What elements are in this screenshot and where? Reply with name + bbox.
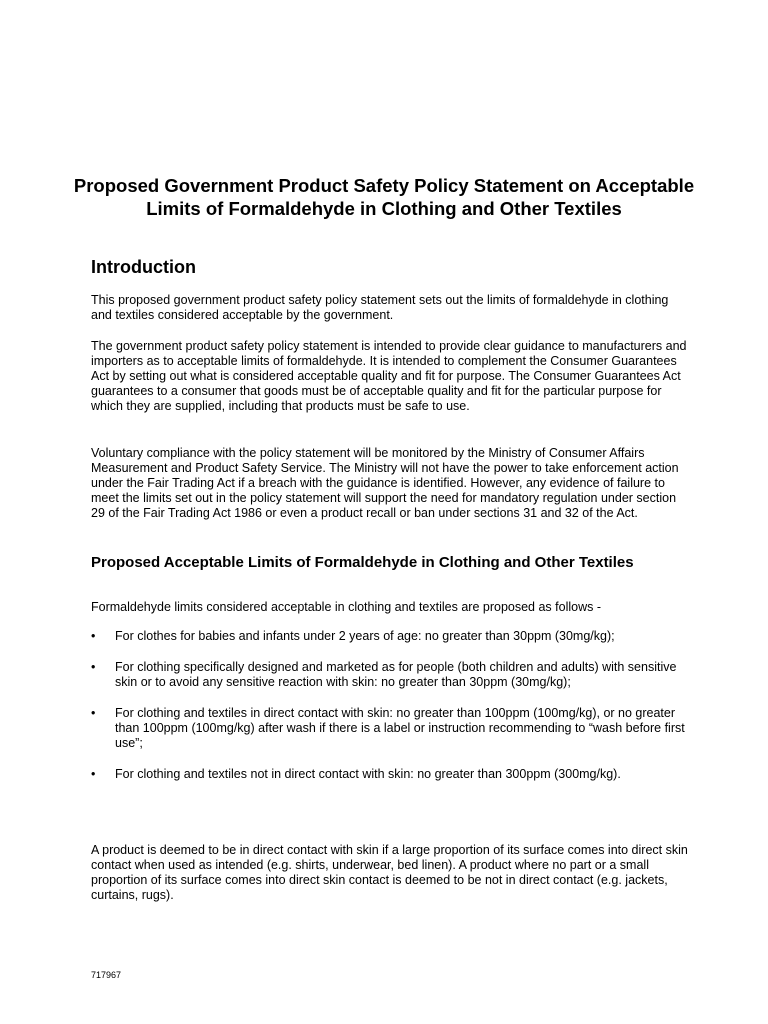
limits-intro: Formaldehyde limits considered acceptable in clothing and textiles are proposed as follows - — [91, 600, 601, 614]
bullet-marker: • — [91, 767, 96, 781]
bullet-marker: • — [91, 629, 96, 643]
list-item — [91, 706, 691, 751]
intro-paragraph-2: The government product safety policy statement is intended to provide clear guidance to manufacturers and importers as to acceptable limits of formaldehyde. It is intended to complement the Consumer Guarantees Act by setting out what is considered acceptable quality and fit for purpose. The Consumer Guarantees Act guarantees to a consumer that goods must be of acceptable quality and fit for the particular purpose for which they are supplied, including that products must be safe to use. — [91, 339, 687, 413]
footer-document-code: 717967 — [91, 970, 122, 980]
list-item — [91, 767, 691, 782]
intro-paragraph-1: This proposed government product safety policy statement sets out the limits of formaldehyde in clothing and textiles considered acceptable by the government. — [91, 293, 669, 322]
introduction-heading: Introduction — [91, 257, 196, 277]
bullet-marker: • — [91, 660, 96, 674]
list-item — [91, 629, 691, 644]
list-item-text: For clothing and textiles not in direct contact with skin: no greater than 300ppm (300mg/kg). — [115, 767, 621, 781]
list-item-text: For clothing specifically designed and marketed as for people (both children and adults) with sensitive skin or to avoid any sensitive reaction with skin: no greater than 30ppm (30mg/kg); — [115, 660, 677, 689]
document-title: Proposed Government Product Safety Policy Statement on Acceptable Limits of Formaldehyde in Clothing and Other Textiles — [73, 175, 695, 219]
limits-heading: Proposed Acceptable Limits of Formaldehyde in Clothing and Other Textiles — [91, 554, 634, 571]
list-item-text: For clothes for babies and infants under 2 years of age: no greater than 30ppm (30mg/kg); — [115, 629, 615, 643]
closing-paragraph: A product is deemed to be in direct contact with skin if a large proportion of its surface comes into direct skin contact when used as intended (e.g. shirts, underwear, bed linen). A product where no part or a small proportion of its surface comes into direct skin contact is deemed to be not in direct contact (e.g. jackets, curtains, rugs). — [91, 843, 688, 902]
bullet-marker: • — [91, 706, 96, 720]
list-item — [91, 660, 691, 690]
intro-paragraph-3: Voluntary compliance with the policy statement will be monitored by the Ministry of Consumer Affairs Measurement and Product Safety Service. The Ministry will not have the power to take enforcement action under the Fair Trading Act if a breach with the guidance is identified. However, any evidence of failure to meet the limits set out in the policy statement will support the need for mandatory regulation under section 29 of the Fair Trading Act 1986 or even a product recall or ban under sections 31 and 32 of the Act. — [91, 446, 679, 520]
limits-list — [91, 629, 691, 798]
list-item-text: For clothing and textiles in direct contact with skin: no greater than 100ppm (100mg/kg), or no greater than 100ppm (100mg/kg) after wash if there is a label or instruction recommending to “wash before first use”; — [115, 706, 685, 750]
